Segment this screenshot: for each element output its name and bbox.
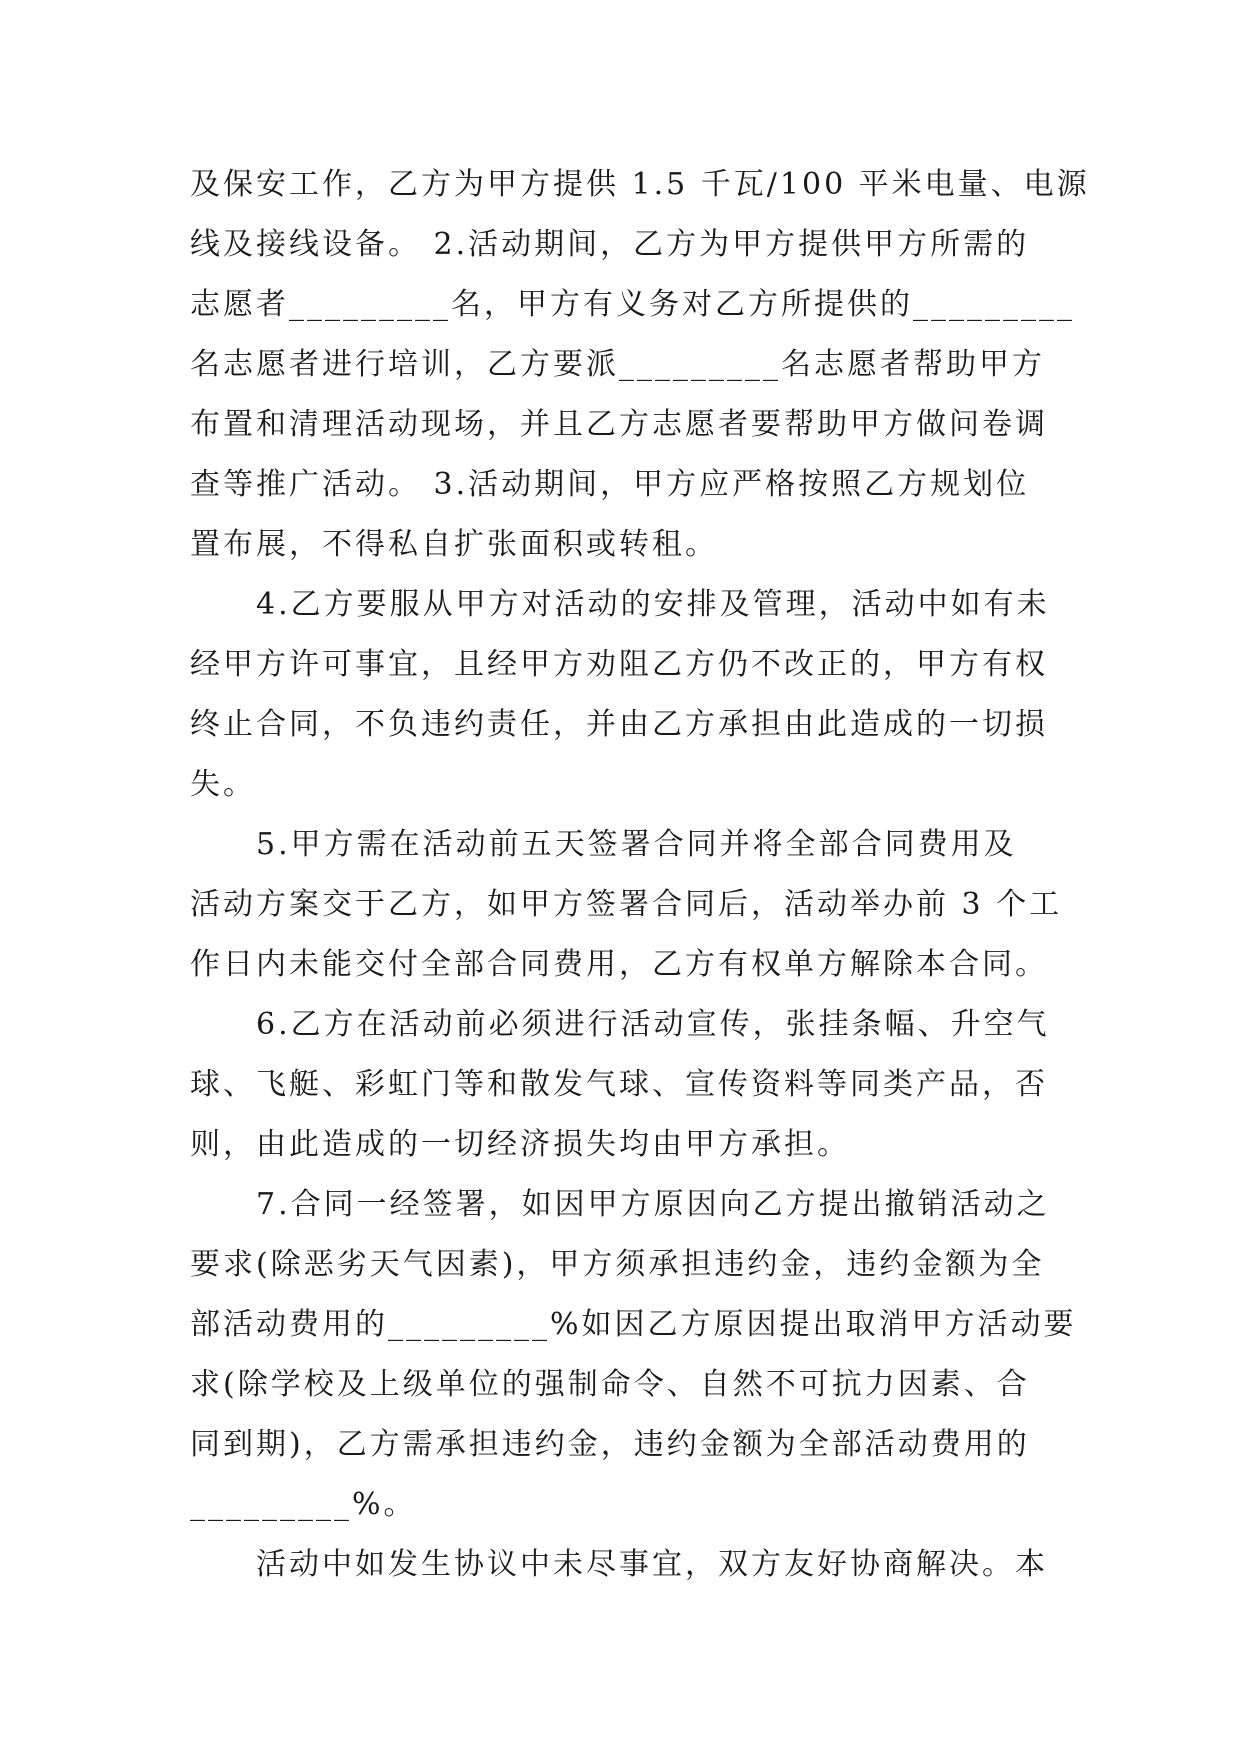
text-line: 失。 [190, 767, 256, 802]
text-line: _________%。 [190, 1487, 417, 1522]
paragraph-6-line: 6.乙方在活动前必须进行活动宣传，张挂条幅、升空气 [256, 1007, 1050, 1042]
text-line: 名志愿者进行培训，乙方要派_________名志愿者帮助甲方 [190, 347, 1045, 382]
paragraph-7-line: 7.合同一经签署，如因甲方原因向乙方提出撤销活动之 [256, 1187, 1050, 1222]
text-line: 求(除学校及上级单位的强制命令、自然不可抗力因素、合 [190, 1367, 1030, 1402]
text-line: 置布展，不得私自扩张面积或转租。 [190, 527, 718, 562]
text-line: 志愿者_________名，甲方有义务对乙方所提供的_________ [190, 287, 1075, 322]
text-line: 球、飞艇、彩虹门等和散发气球、宣传资料等同类产品，否 [190, 1067, 1048, 1102]
text-line: 及保安工作，乙方为甲方提供 1.5 千瓦/100 平米电量、电源 [190, 167, 1090, 202]
text-line: 查等推广活动。 3.活动期间，甲方应严格按照乙方规划位 [190, 467, 1030, 502]
text-line: 部活动费用的_________%如因乙方原因提出取消甲方活动要 [190, 1307, 1077, 1342]
text-line: 要求(除恶劣天气因素)，甲方须承担违约金，违约金额为全 [190, 1247, 1045, 1282]
paragraph-4-line: 4.乙方要服从甲方对活动的安排及管理，活动中如有未 [256, 587, 1050, 622]
text-line: 布置和清理活动现场，并且乙方志愿者要帮助甲方做问卷调 [190, 407, 1048, 442]
text-line: 同到期)，乙方需承担违约金，违约金额为全部活动费用的 [190, 1427, 1030, 1462]
text-line: 活动方案交于乙方，如甲方签署合同后，活动举办前 3 个工 [190, 887, 1063, 922]
text-line: 作日内未能交付全部合同费用，乙方有权单方解除本合同。 [190, 947, 1048, 982]
paragraph-5-line: 5.甲方需在活动前五天签署合同并将全部合同费用及 [256, 827, 1017, 862]
text-line: 则，由此造成的一切经济损失均由甲方承担。 [190, 1127, 850, 1162]
text-line: 经甲方许可事宜，且经甲方劝阻乙方仍不改正的，甲方有权 [190, 647, 1048, 682]
text-line: 终止合同，不负违约责任，并由乙方承担由此造成的一切损 [190, 707, 1048, 742]
closing-paragraph-line: 活动中如发生协议中未尽事宜，双方友好协商解决。本 [256, 1547, 1048, 1582]
text-line: 线及接线设备。 2.活动期间，乙方为甲方提供甲方所需的 [190, 227, 1030, 262]
